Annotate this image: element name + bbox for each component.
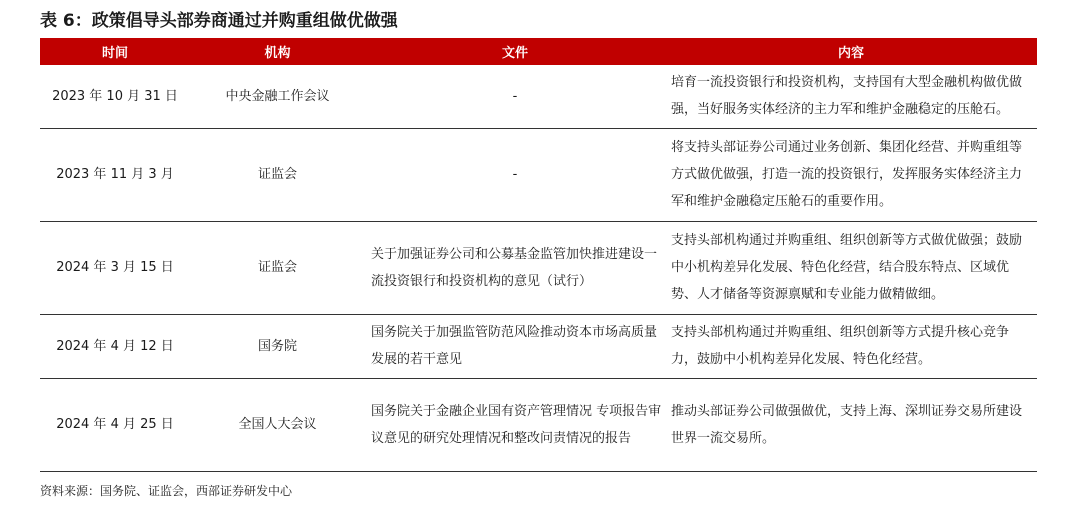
table-header-row [40,38,1037,65]
row-content: 支持头部机构通过并购重组、组织创新等方式提升核心竞争力，鼓励中小机构差异化发展、特色化经营。 [671,325,1010,367]
policy-table [40,38,1037,472]
table-row [40,221,1037,314]
row-content: 推动头部证券公司做强做优，支持上海、深圳证券交易所建设世界一流交易所。 [671,403,1023,446]
row-org: 全国人大会议 [238,417,317,432]
header-org: 机构 [264,46,291,61]
table-title: 表 6：政策倡导头部券商通过并购重组做优做强 [40,11,398,31]
header-file: 文件 [501,46,528,61]
table-row [40,65,1037,128]
source-note: 资料来源：国务院、证监会，西部证券研发中心 [40,484,293,498]
row-file: 国务院关于加强监管防范风险推动资本市场高质量发展的若干意见 [371,325,658,367]
table-row [40,314,1037,378]
row-time: 2024 年 4 月 25 日 [56,417,174,432]
row-file: - [512,88,518,104]
row-content: 培育一流投资银行和投资机构，支持国有大型金融机构做优做强，当好服务实体经济的主力军和维护金融稳定的压舱石。 [671,75,1023,118]
header-content: 内容 [837,46,864,61]
row-file: 国务院关于金融企业国有资产管理情况 专项报告审议意见的研究处理情况和整改问责情况的报告 [371,403,662,446]
header-time: 时间 [101,46,128,61]
row-time: 2023 年 10 月 31 日 [52,88,178,104]
row-org: 国务院 [257,338,297,354]
row-time: 2024 年 4 月 12 日 [56,338,174,354]
row-time: 2024 年 3 月 15 日 [56,260,174,275]
table-row [40,128,1037,221]
row-content: 支持头部机构通过并购重组、组织创新等方式做优做强；鼓励中小机构差异化发展、特色化经营，结合股东特点、区域优势、人才储备等资源禀赋和专业能力做精做细。 [671,233,1023,302]
row-org: 证监会 [257,260,297,275]
table-row [40,378,1037,471]
row-time: 2023 年 11 月 3 月 [56,167,174,182]
row-org: 中央金融工作会议 [225,88,330,104]
row-file: 关于加强证券公司和公募基金监管加快推进建设一流投资银行和投资机构的意见（试行） [371,246,658,289]
row-file: - [512,167,518,182]
row-org: 证监会 [257,167,297,182]
row-content: 将支持头部证券公司通过业务创新、集团化经营、并购重组等方式做优做强，打造一流的投资银行，发挥服务实体经济主力军和维护金融稳定压舱石的重要作用。 [671,140,1023,209]
